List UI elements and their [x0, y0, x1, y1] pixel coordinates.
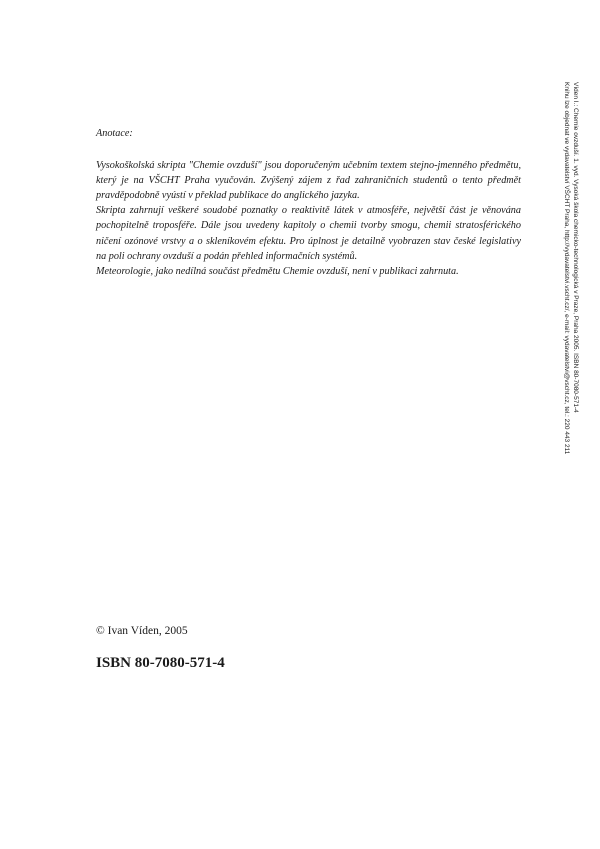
bibliographic-side-note	[562, 82, 580, 542]
annotation-block	[96, 126, 521, 279]
annotation-paragraph-3: Meteorologie, jako nedílná součást předmětu Chemie ovzduší, není v publikaci zahrnuta.	[96, 265, 459, 277]
isbn: ISBN 80-7080-571-4	[96, 655, 225, 671]
side-note-ordering-info: Knihu lze objednat ve vydavatelství VŠCHT Praha, http://vydavatelstvi.vscht.cz/, e-mail: vydavatelstvi@vscht.cz, tel.: 220 443 211	[563, 82, 570, 455]
annotation-heading: Anotace:	[96, 128, 133, 139]
copyright-notice: © Ivan Víden, 2005	[96, 625, 188, 637]
annotation-paragraph-2: Skripta zahrnují veškeré soudobé poznatky o reaktivitě látek v atmosféře, největší část je věnována pochopitelně troposféře. Dále jsou uvedeny kapitoly o chemii tvorby smogu, chemii stratosférického ničení ozónové vrstvy a o skleníkovém efektu. Pro úplnost je detailně vyobrazen stav české legislativy na poli ochrany ovzduší a podán přehled informačních systémů.	[96, 205, 521, 262]
side-note-citation: Víden I.: Chemie ovzduší. 1. vyd. Vysoká škola chemicko-technologická v Praze, Praha 2005. ISBN 80-7080-571-4	[572, 82, 579, 413]
annotation-paragraph-1: Vysokoškolská skripta "Chemie ovzduší" jsou doporučeným učebním textem stejno-jmenného předmětu, který je na VŠCHT Praha vyučován. Zvýšený zájem z řad zahraničních studentů o tento předmět pravděpodobně vyústí v překlad publikace do anglického jazyka.	[96, 160, 521, 202]
